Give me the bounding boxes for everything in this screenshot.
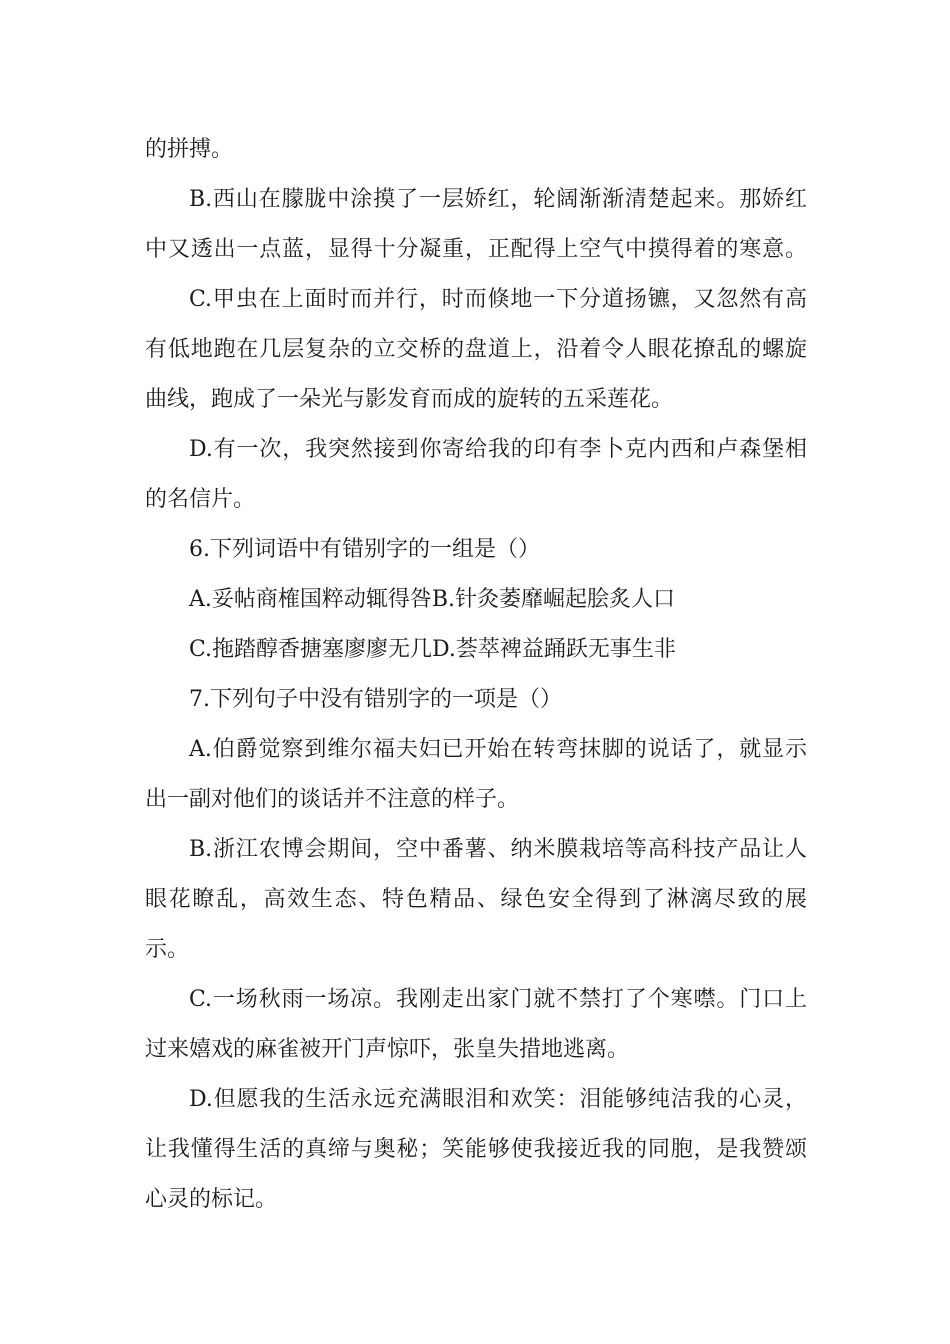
- text-line: 眼花瞭乱，高效生态、特色精品、绿色安全得到了淋漓尽致的展: [145, 887, 807, 912]
- question-6-stem: 6.下列词语中有错别字的一组是（）: [189, 537, 540, 562]
- text-line: C.甲虫在上面时而并行，时而倏地一下分道扬镳，又忽然有高: [189, 287, 807, 312]
- document-body: [145, 125, 807, 1225]
- text-line: A.伯爵觉察到维尔福夫妇已开始在转弯抹脚的说话了，就显示: [189, 737, 807, 762]
- text-line: C.一场秋雨一场凉。我刚走出家门就不禁打了个寒噤。门口上: [189, 987, 807, 1012]
- text-line: 中又透出一点蓝，显得十分凝重，正配得上空气中摸得着的寒意。: [145, 237, 807, 262]
- question-6-options-cd: C.拖踏醇香搪塞廖廖无几D.荟萃裨益踊跃无事生非: [189, 637, 676, 662]
- text-line: B.西山在朦胧中涂摸了一层娇红，轮阔渐渐清楚起来。那娇红: [189, 187, 807, 212]
- text-line: 让我懂得生活的真缔与奥秘；笑能够使我接近我的同胞，是我赞颂: [145, 1137, 807, 1162]
- text-line: 示。: [145, 937, 190, 962]
- question-7-stem: 7.下列句子中没有错别字的一项是（）: [189, 687, 562, 712]
- question-6-options-ab: A.妥帖商榷国粹动辄得咎B.针灸萎靡崛起脍炙人口: [189, 587, 676, 612]
- text-line: 过来嬉戏的麻雀被开门声惊吓，张皇失措地逃离。: [145, 1037, 630, 1062]
- text-line: 的拼搏。: [145, 137, 234, 162]
- text-line: D.有一次，我突然接到你寄给我的印有李卜克内西和卢森堡相: [189, 437, 807, 462]
- text-line: 有低地跑在几层复杂的立交桥的盘道上，沿着令人眼花撩乱的螺旋: [145, 337, 807, 362]
- text-line: D.但愿我的生活永远充满眼泪和欢笑：泪能够纯洁我的心灵，: [189, 1087, 807, 1112]
- text-line: 曲线，跑成了一朵光与影发育而成的旋转的五采莲花。: [145, 387, 674, 412]
- text-line: B.浙江农博会期间，空中番薯、纳米膜栽培等高科技产品让人: [189, 837, 807, 862]
- text-line: 的名信片。: [145, 487, 256, 512]
- text-line: 心灵的标记。: [145, 1187, 278, 1212]
- text-line: 出一副对他们的谈话并不注意的样子。: [145, 787, 520, 812]
